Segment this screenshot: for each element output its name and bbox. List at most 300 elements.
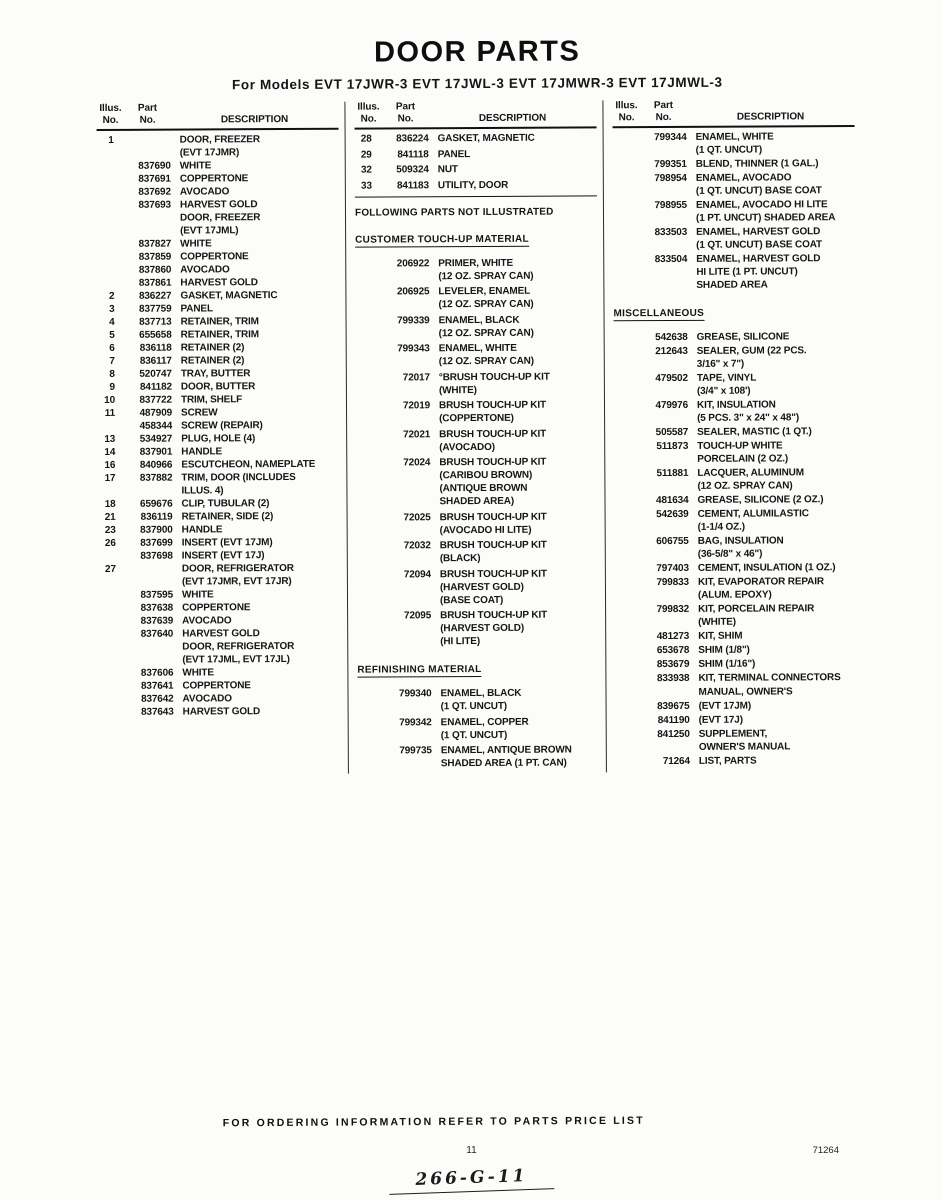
table-row [98, 471, 340, 498]
table-row [99, 523, 341, 537]
row-description: LEVELER, ENAMEL (12 OZ. SPRAY CAN) [438, 285, 534, 311]
row-description: INSERT (EVT 17J) [181, 550, 265, 562]
row-part-no [125, 212, 171, 238]
row-illus-no [97, 186, 125, 199]
handwritten-text: 266-G-11 [389, 1165, 554, 1195]
row-part-no: 797403 [656, 562, 689, 575]
table-row [98, 445, 340, 459]
row-part-no: 534927 [139, 433, 173, 445]
row-part-no: 509324 [396, 164, 429, 176]
row-illus-no [614, 372, 642, 398]
row-part-no: 837859 [138, 251, 172, 263]
row-description: TOUCH-UP WHITE PORCELAIN (2 OZ.) [697, 440, 789, 465]
row-part-no: 836119 [140, 511, 173, 523]
table-row [613, 157, 855, 171]
row-description: SEALER, GUM (22 PCS. 3/16" x 7") [696, 345, 807, 370]
table-row [97, 302, 339, 316]
table-row [99, 679, 341, 693]
column-header [612, 99, 854, 128]
table-row [355, 147, 597, 161]
row-description: DOOR, BUTTER [180, 381, 256, 393]
row-description: HANDLE [181, 524, 223, 536]
row-part-no: 841250 [657, 728, 690, 741]
row-description: AVOCADO [182, 693, 232, 705]
row-description: ENAMEL, COPPER (1 QT. UNCUT) [440, 716, 529, 741]
row-description: RETAINER, SIDE (2) [181, 511, 274, 523]
row-illus-no [613, 131, 641, 157]
row-part-no: 837698 [140, 550, 173, 562]
row-description: DOOR, REFRIGERATOR (EVT 17JMR, EVT 17JR) [181, 562, 294, 588]
row-illus-no [357, 609, 385, 648]
row-part-no: 836224 [396, 133, 429, 145]
row-part-no: 799351 [654, 158, 687, 171]
row-illus-no [613, 226, 641, 252]
row-illus-no [99, 667, 127, 680]
row-part-no: 799344 [654, 131, 687, 144]
table-row [614, 493, 856, 507]
table-row [357, 538, 599, 565]
row-part-no: 206922 [396, 257, 430, 269]
row-illus-no [614, 345, 642, 371]
row-description: ENAMEL, BLACK (12 OZ. SPRAY CAN) [438, 314, 534, 339]
row-illus-no: 2 [108, 290, 115, 302]
section-heading [357, 663, 599, 677]
table-row [358, 743, 600, 770]
row-illus-no: 32 [360, 164, 372, 176]
row-description: COPPERTONE [182, 680, 251, 692]
row-part-no [127, 563, 173, 589]
row-part-no: 837699 [140, 537, 173, 549]
table-row [357, 567, 599, 607]
header-spacer [170, 102, 338, 115]
row-illus-no [613, 199, 641, 225]
table-row [99, 549, 341, 563]
section-heading-text: REFINISHING MATERIAL [357, 663, 482, 676]
row-illus-no [613, 253, 641, 292]
table-row [614, 344, 856, 371]
table-row [356, 398, 598, 425]
header-illus-label: Illus. [99, 102, 122, 114]
row-part-no: 837595 [140, 589, 174, 601]
row-illus-no [99, 680, 127, 693]
table-row [98, 341, 340, 355]
row-description: WHITE [181, 589, 214, 601]
table-row [97, 211, 339, 238]
row-part-no: 72025 [403, 511, 431, 523]
row-illus-no [613, 172, 641, 198]
table-row [614, 398, 856, 425]
row-illus-no [614, 399, 642, 425]
column-header-line2 [96, 114, 338, 127]
header-no-label: No. [655, 111, 672, 124]
table-row [356, 341, 598, 368]
row-illus-no [357, 687, 385, 713]
row-description: BRUSH TOUCH-UP KIT (CARIBOU BROWN) (ANTIQUE BROWN SHADED AREA) [439, 456, 547, 508]
row-part-no: 837641 [140, 680, 174, 692]
row-description: KIT, EVAPORATOR REPAIR (ALUM. EPOXY) [697, 576, 824, 601]
row-part-no: 841183 [396, 179, 429, 191]
row-part-no: 837643 [141, 706, 174, 718]
table-row [615, 685, 857, 699]
page-subtitle: For Models EVT 17JWR-3 EVT 17JWL-3 EVT 17JMWR-3 EVT 17JMWL-3 [231, 74, 723, 93]
section-heading [355, 233, 597, 247]
row-illus-no [615, 603, 643, 629]
table-row [99, 601, 341, 615]
table-row [613, 225, 855, 252]
table-row [615, 507, 857, 534]
header-no-label: No. [102, 114, 119, 126]
table-row [356, 455, 598, 508]
row-description: HARVEST GOLD [182, 628, 260, 640]
row-illus-no [614, 426, 642, 439]
row-illus-no [97, 277, 125, 290]
row-description: CEMENT, INSULATION (1 OZ.) [697, 562, 836, 574]
row-description: GASKET, MAGNETIC [180, 290, 278, 302]
row-part-no: 799343 [397, 343, 430, 355]
row-part-no: 853679 [656, 658, 690, 671]
row-description: CEMENT, ALUMILASTIC (1-1/4 OZ.) [697, 508, 809, 533]
row-illus-no [357, 511, 385, 537]
row-part-no: 837692 [138, 186, 171, 198]
row-description: TRAY, BUTTER [180, 368, 251, 380]
header-no-label: No. [139, 114, 156, 126]
row-part-no: 839675 [657, 700, 690, 713]
row-description: SUPPLEMENT, OWNER'S MANUAL [698, 728, 791, 753]
footer-note: FOR ORDERING INFORMATION REFER TO PARTS PRICE LIST [222, 1114, 645, 1130]
row-illus-no: 23 [104, 524, 116, 536]
row-part-no: 837640 [140, 628, 174, 640]
row-part-no: 479502 [655, 372, 688, 385]
row-illus-no [97, 238, 125, 251]
row-part-no: 837606 [140, 667, 174, 679]
table-row [613, 252, 855, 292]
row-illus-no [615, 644, 643, 657]
row-description: LIST, PARTS [698, 755, 757, 767]
header-illus-label: Illus. [615, 100, 638, 112]
row-illus-no: 4 [109, 316, 115, 328]
row-illus-no [615, 562, 643, 575]
row-description: HANDLE [181, 446, 223, 458]
table-row [615, 671, 857, 685]
row-description: SEALER, MASTIC (1 QT.) [697, 426, 812, 438]
row-description: SHIM (1/8") [698, 644, 750, 656]
handwritten-mark [0, 1152, 943, 1200]
row-part-no: 840966 [139, 459, 173, 471]
table-row [613, 130, 855, 157]
row-description: DOOR, FREEZER (EVT 17JMR) [179, 134, 260, 159]
row-description: GREASE, SILICONE [696, 331, 790, 343]
row-description: ENAMEL, ANTIQUE BROWN SHADED AREA (1 PT. CAN) [440, 744, 572, 770]
table-row [97, 198, 339, 212]
parts-column-3 [602, 99, 864, 772]
row-description: RETAINER (2) [180, 342, 245, 354]
row-description: INSERT (EVT 17JM) [181, 537, 273, 549]
header-no-label: No. [618, 112, 635, 124]
row-description: BAG, INSULATION (36-5/8" x 46") [697, 535, 784, 560]
row-illus-no [613, 158, 641, 171]
row-part-no: 799735 [399, 745, 432, 757]
row-illus-no [97, 173, 125, 186]
row-description: COPPERTONE [182, 602, 251, 614]
row-description: CLIP, TUBULAR (2) [181, 498, 270, 510]
row-illus-no: 1 [108, 134, 114, 146]
table-row [614, 425, 856, 439]
page-content [94, 34, 864, 775]
table-row [615, 657, 857, 671]
row-description: BRUSH TOUCH-UP KIT (HARVEST GOLD) (BASE COAT) [439, 568, 547, 606]
header-no-label: No. [360, 113, 377, 125]
row-part-no: 833938 [656, 672, 690, 685]
table-row [98, 354, 340, 368]
row-illus-no: 14 [104, 446, 116, 458]
row-part-no: 833504 [654, 253, 688, 266]
table-row [99, 562, 341, 589]
table-row [100, 692, 342, 706]
table-row [355, 284, 597, 311]
row-description: HARVEST GOLD [179, 199, 258, 211]
table-row [616, 699, 858, 713]
row-part-no: 72024 [403, 457, 431, 469]
row-illus-no: 18 [104, 498, 116, 510]
section-heading-text: CUSTOMER TOUCH-UP MATERIAL [355, 233, 529, 246]
row-illus-no [356, 371, 384, 397]
row-part-no: 481273 [656, 630, 690, 643]
row-part-no: 837861 [138, 277, 172, 289]
row-illus-no [97, 264, 125, 277]
section-heading-text: MISCELLANEOUS [613, 307, 705, 320]
row-part-no: 837722 [139, 394, 173, 406]
header-illus-label: Illus. [357, 101, 380, 113]
table-row [357, 686, 599, 713]
row-part-no [127, 641, 173, 667]
row-description: WHITE [179, 160, 212, 172]
row-illus-no: 16 [104, 459, 116, 471]
row-description: TAPE, VINYL (3/4" x 108') [696, 372, 757, 397]
table-row [99, 510, 341, 524]
table-row [357, 510, 599, 537]
row-part-no: 520747 [139, 368, 172, 380]
header-description-label: DESCRIPTION [736, 111, 805, 123]
row-illus-no [615, 686, 643, 699]
row-illus-no [99, 589, 127, 602]
row-description: GREASE, SILICONE (2 OZ.) [697, 494, 824, 506]
row-part-no: 837860 [138, 264, 172, 276]
row-description: TRIM, SHELF [180, 394, 243, 406]
row-illus-no: 3 [109, 303, 115, 315]
table-row [97, 250, 339, 264]
row-part-no: 837759 [138, 303, 172, 315]
row-illus-no [614, 494, 642, 507]
page-number: 11 [466, 1145, 477, 1156]
table-row [97, 263, 339, 277]
row-part-no: 837690 [138, 160, 171, 172]
row-illus-no [615, 576, 643, 602]
row-illus-no [99, 550, 127, 563]
row-description: SHIM (1/16") [698, 658, 756, 670]
row-part-no: 799833 [656, 576, 689, 589]
row-part-no: 511881 [656, 467, 689, 480]
table-row [97, 185, 339, 199]
table-row [97, 172, 339, 186]
row-description: ENAMEL, WHITE (12 OZ. SPRAY CAN) [438, 342, 534, 368]
parts-columns [94, 99, 864, 775]
row-part-no: 833503 [654, 226, 688, 239]
row-description: ENAMEL, WHITE (1 QT. UNCUT) [695, 131, 774, 156]
row-description: RETAINER, TRIM [180, 329, 259, 341]
table-row [97, 289, 339, 303]
row-illus-no [615, 658, 643, 671]
row-description: ENAMEL, HARVEST GOLD HI LITE (1 PT. UNCUT) SHADED AREA [696, 253, 821, 291]
row-illus-no: 29 [360, 149, 372, 161]
table-row [616, 727, 858, 754]
row-illus-no: 9 [109, 381, 115, 393]
row-illus-no: 28 [360, 133, 372, 145]
row-description: WHITE [182, 667, 214, 679]
row-description: BRUSH TOUCH-UP KIT (COPPERTONE) [438, 399, 546, 425]
row-illus-no [615, 672, 643, 685]
doc-number: 71264 [812, 1145, 839, 1156]
row-description: PLUG, HOLE (4) [181, 433, 256, 445]
table-row [355, 162, 597, 176]
row-description: RETAINER (2) [180, 355, 245, 367]
section-heading [613, 307, 855, 321]
row-illus-no [99, 602, 127, 615]
table-row [616, 754, 858, 768]
row-part-no: 542639 [656, 508, 689, 521]
row-part-no: 837638 [140, 602, 174, 614]
row-description: GASKET, MAGNETIC [437, 132, 535, 145]
row-description: AVOCADO [179, 186, 230, 198]
header-part-label: Part [653, 99, 673, 112]
row-part-no: 837713 [139, 316, 172, 328]
row-description: °BRUSH TOUCH-UP KIT (WHITE) [438, 371, 550, 396]
row-illus-no [358, 744, 386, 770]
row-illus-no: 33 [360, 180, 372, 192]
table-row [614, 439, 856, 466]
row-illus-no [99, 641, 127, 667]
table-row [356, 313, 598, 340]
row-illus-no: 5 [109, 329, 115, 341]
table-row [97, 237, 339, 251]
table-row [356, 427, 598, 454]
row-part-no: 487909 [139, 407, 173, 419]
table-row [99, 614, 341, 628]
row-description: UTILITY, DOOR [437, 179, 509, 191]
row-illus-no: 10 [104, 394, 116, 406]
row-part-no [643, 686, 689, 699]
row-illus-no: 27 [105, 563, 116, 575]
table-row [99, 536, 341, 550]
row-description: MANUAL, OWNER'S [698, 686, 793, 698]
table-row [357, 608, 599, 648]
row-description: BRUSH TOUCH-UP KIT (HARVEST GOLD) (HI LITE) [440, 609, 548, 648]
table-row [615, 643, 857, 657]
row-part-no: 72095 [404, 610, 432, 622]
row-illus-no [97, 251, 125, 264]
row-illus-no [98, 420, 126, 433]
row-illus-no [97, 212, 125, 238]
row-illus-no [358, 716, 386, 742]
column-header-line2 [354, 112, 596, 125]
table-row [99, 588, 341, 602]
row-description: DOOR, FREEZER (EVT 17JML) [179, 212, 261, 237]
row-illus-no [99, 628, 127, 641]
row-illus-no [615, 508, 643, 534]
row-part-no: 511873 [656, 440, 689, 453]
row-part-no: 606755 [656, 535, 689, 548]
row-part-no: 659676 [140, 498, 173, 510]
row-description: WHITE [180, 238, 212, 250]
row-part-no: 71264 [662, 755, 690, 768]
row-illus-no [356, 399, 384, 425]
table-row [613, 198, 855, 225]
row-part-no: 837900 [140, 524, 173, 536]
column-header [96, 102, 338, 131]
table-row [614, 371, 856, 398]
header-spacer [686, 99, 854, 112]
row-description: BRUSH TOUCH-UP KIT (BLACK) [439, 539, 547, 565]
table-row [98, 432, 340, 446]
row-part-no: 655658 [139, 329, 172, 341]
row-part-no: 72019 [402, 400, 431, 412]
row-part-no: 798954 [654, 172, 687, 185]
row-part-no: 841118 [397, 148, 429, 160]
row-illus-no [356, 342, 384, 368]
row-illus-no [97, 160, 125, 173]
table-row [615, 575, 857, 602]
row-illus-no [614, 467, 642, 493]
row-illus-no [97, 199, 125, 212]
row-part-no: 653678 [656, 644, 690, 657]
row-illus-no [616, 714, 644, 727]
row-illus-no [616, 700, 644, 713]
row-part-no: 542638 [655, 331, 688, 344]
row-description: SCREW [181, 407, 218, 419]
row-illus-no: 26 [104, 537, 116, 549]
row-description: BRUSH TOUCH-UP KIT (AVOCADO) [439, 428, 547, 453]
not-illustrated-note: FOLLOWING PARTS NOT ILLUSTRATED [354, 206, 554, 219]
table-row [97, 159, 339, 173]
row-part-no: 799342 [399, 716, 432, 728]
row-description: BLEND, THINNER (1 GAL.) [695, 158, 819, 170]
row-description: LACQUER, ALUMINUM (12 OZ. SPRAY CAN) [697, 467, 804, 492]
row-part-no: 72021 [403, 428, 431, 440]
table-row [615, 561, 857, 575]
header-part-label: Part [137, 102, 158, 114]
row-illus-no [99, 615, 127, 628]
row-part-no: 481634 [655, 494, 689, 507]
table-row [355, 256, 597, 283]
row-illus-no [614, 440, 642, 466]
row-illus-no [357, 539, 385, 565]
row-description: AVOCADO [182, 615, 232, 627]
row-illus-no [100, 706, 128, 719]
row-description: AVOCADO [180, 264, 230, 276]
table-row [614, 330, 856, 344]
row-illus-no [615, 535, 643, 561]
header-spacer [428, 100, 596, 113]
row-description: HARVEST GOLD [180, 277, 258, 289]
row-illus-no [616, 728, 644, 754]
row-illus-no [356, 314, 384, 340]
row-description: BRUSH TOUCH-UP KIT (AVOCADO HI LITE) [439, 511, 547, 536]
row-description: COPPERTONE [179, 173, 249, 185]
row-description: SCREW (REPAIR) [181, 420, 263, 432]
row-part-no: 837901 [139, 446, 173, 458]
row-part-no: 837642 [141, 693, 174, 705]
column-header [354, 100, 596, 129]
row-description: HARVEST GOLD [182, 706, 261, 718]
